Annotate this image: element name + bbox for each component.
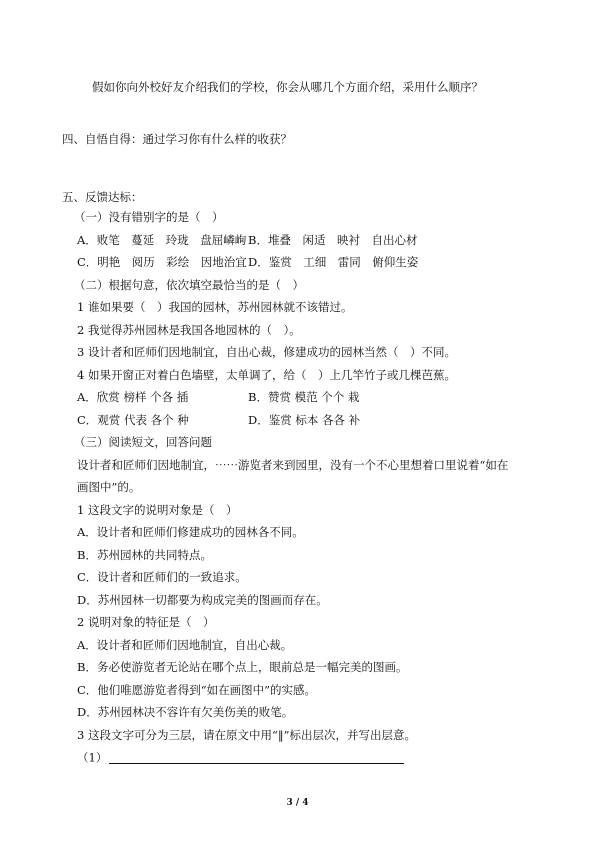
- q2-sentence-1: 1 谁如果要（ ）我国的园林，苏州园林就不该错过。: [77, 300, 353, 314]
- q2-sentence-2: 2 我觉得苏州园林是我国各地园林的（ ）。: [77, 323, 301, 337]
- q2-title: （二）根据句意，依次填空最恰当的是（ ）: [74, 278, 304, 292]
- q2-option-c: C．观赏 代表 各个 种: [77, 413, 189, 427]
- section-5-heading: 五、反馈达标：: [62, 190, 143, 204]
- q3-sub2-option-c: C．他们唯愿游览者得到“如在画图中”的实感。: [77, 683, 317, 697]
- q2-sentence-3: 3 设计者和匠师们因地制宜，自出心裁，修建成功的园林当然（ ）不同。: [77, 345, 456, 359]
- q3-sub3-title: 3 这段文字可分为三层，请在原文中用“‖”标出层次，并写出层意。: [77, 728, 416, 742]
- q3-title: （三）阅读短文，回答问题: [74, 435, 212, 449]
- q1-option-c: C．明艳 阅历 彩绘 因地治宜: [77, 255, 247, 269]
- q3-sub1-option-a: A．设计者和匠师们修建成功的园林各不同。: [77, 525, 304, 539]
- q3-sub2-option-d: D．苏州园林决不容许有欠美伤美的败笔。: [77, 705, 294, 719]
- section-4-heading: 四、自悟自得：通过学习你有什么样的收获？: [62, 132, 292, 146]
- q3-sub1-option-c: C．设计者和匠师们的一致追求。: [77, 570, 247, 584]
- q3-passage-line-1: 设计者和匠师们因地制宜，⋯⋯游览者来到园里，没有一个不心里想着口里说着“如在: [77, 458, 509, 472]
- q3-passage-line-2: 画图中”的。: [77, 480, 141, 494]
- q1-option-a: A．败笔 蔓延 玲珑 盘屈嶙峋: [77, 233, 247, 247]
- q3-sub3-answer-line[interactable]: [77, 752, 404, 764]
- answer-blank[interactable]: [109, 752, 404, 764]
- q1-option-d: D．鉴赏 工细 雷同 俯仰生姿: [248, 255, 419, 269]
- q2-option-a: A．欣赏 榜样 个各 插: [77, 390, 189, 404]
- page-number: 3 / 4: [286, 798, 309, 808]
- q2-sentence-4: 4 如果开窗正对着白色墙壁，太单调了，给（ ）上几竿竹子或几棵芭蕉。: [77, 368, 456, 382]
- q2-option-b: B．赞赏 模范 个个 栽: [248, 390, 360, 404]
- q3-sub2-title: 2 说明对象的特征是（ ）: [77, 615, 215, 629]
- q1-title: （一）没有错别字的是（ ）: [74, 210, 224, 224]
- q3-sub1-title: 1 这段文字的说明对象是（ ）: [77, 503, 238, 517]
- q1-option-b: B．堆叠 闲适 映衬 自出心材: [248, 233, 418, 247]
- answer-blank-label: （1）: [77, 750, 108, 765]
- q3-sub1-option-d: D．苏州园林一切都要为构成完美的图画而存在。: [77, 593, 328, 607]
- q2-option-d: D．鉴赏 标本 各各 补: [248, 413, 361, 427]
- intro-question: 假如你向外校好友介绍我们的学校，你会从哪几个方面介绍，采用什么顺序？: [92, 80, 483, 94]
- q3-sub1-option-b: B．苏州园林的共同特点。: [77, 548, 212, 562]
- q3-sub2-option-a: A．设计者和匠师们因地制宜，自出心裁。: [77, 638, 293, 652]
- q3-sub2-option-b: B．务必使游览者无论站在哪个点上，眼前总是一幅完美的图画。: [77, 660, 408, 674]
